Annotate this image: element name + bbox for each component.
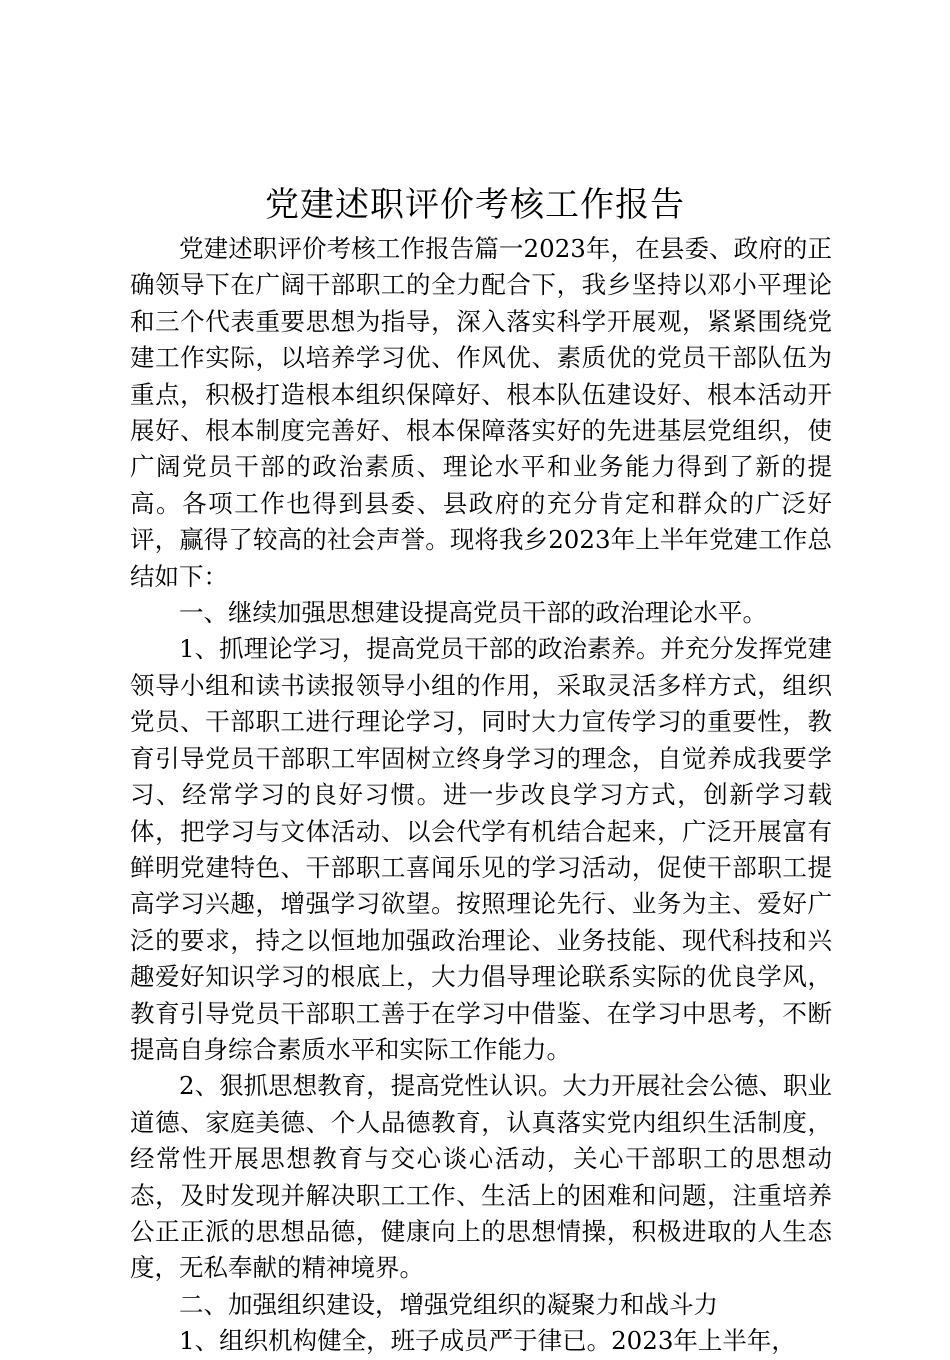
paragraph-intro: 党建述职评价考核工作报告篇一2023年，在县委、政府的正确领导下在广阔干部职工的全力配合下，我乡坚持以邓小平理论和三个代表重要思想为指导，深入落实科学开展观，紧紧围绕党建工作实际，以培养学习优、作风优、素质优的党员干部队伍为重点，积极打造根本组织保障好、根本队伍建设好、根本活动开展好、根本制度完善好、根本保障落实好的先进基层党组织，使广阔党员干部的政治素质、理论水平和业务能力得到了新的提高。各项工作也得到县委、县政府的充分肯定和群众的广泛好评，赢得了较高的社会声誉。现将我乡2023年上半年党建工作总结如下： [130, 234, 832, 591]
paragraph-1-2: 2、狠抓思想教育，提高党性认识。大力开展社会公德、职业道德、家庭美德、个人品德教育，认真落实党内组织生活制度，经常性开展思想教育与交心谈心活动，关心干部职工的思想动态，及时发现并解决职工工作、生活上的困难和问题，注重培养公正正派的思想品德，健康向上的思想情操，积极进取的人生态度，无私奉献的精神境界。 [130, 1071, 832, 1283]
heading-section-2: 二、加强组织建设，增强党组织的凝聚力和战斗力 [179, 1289, 718, 1319]
paragraph-1-1: 1、抓理论学习，提高党员干部的政治素养。并充分发挥党建领导小组和读书读报领导小组的作用，采取灵活多样方式，组织党员、干部职工进行理论学习，同时大力宣传学习的重要性，教育引导党员干部职工牢固树立终身学习的理念，自觉养成我要学习、经常学习的良好习惯。进一步改良学习方式，创新学习载体，把学习与文体活动、以会代学有机结合起来，广泛开展富有鲜明党建特色、干部职工喜闻乐见的学习活动，促使干部职工提高学习兴趣，增强学习欲望。按照理论先行、业务为主、爱好广泛的要求，持之以恒地加强政治理论、业务技能、现代科技和兴趣爱好知识学习的根底上，大力倡导理论联系实际的优良学风，教育引导党员干部职工善于在学习中借鉴、在学习中思考，不断提高自身综合素质水平和实际工作能力。 [130, 634, 832, 1064]
document-body [130, 231, 832, 1360]
heading-section-1: 一、继续加强思想建设提高党员干部的政治理论水平。 [179, 598, 767, 628]
paragraph-2-1: 1、组织机构健全，班子成员严于律已。2023年上半年， [179, 1326, 796, 1356]
document-title: 党建述职评价考核工作报告 [265, 185, 685, 225]
